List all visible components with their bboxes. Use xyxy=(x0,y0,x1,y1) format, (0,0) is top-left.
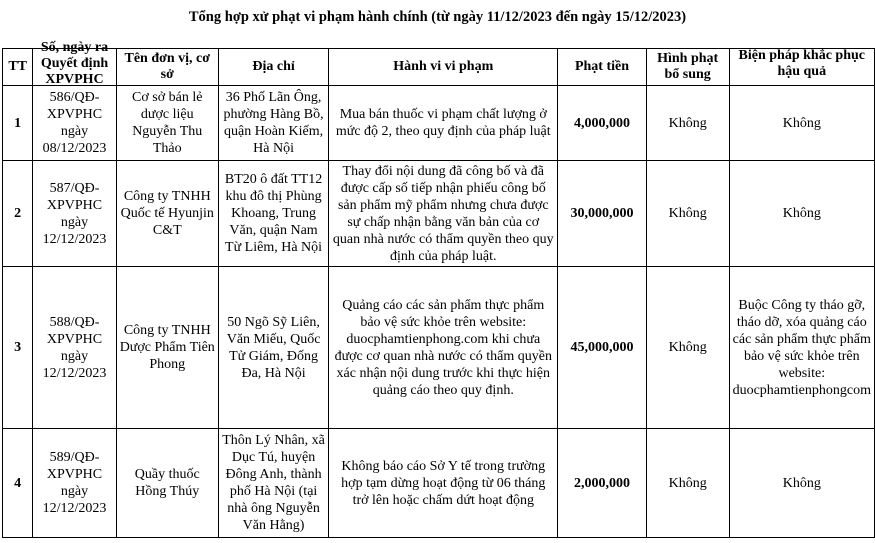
header-remedy-text: Biện pháp khắc phục hậu quả xyxy=(738,47,865,79)
table-row xyxy=(3,267,875,429)
table-row xyxy=(3,429,875,538)
row-fine: 30,000,000 xyxy=(558,161,646,267)
row-address: 50 Ngõ Sỹ Liên, Văn Miếu, Quốc Tử Giám, Đống Đa, Hà Nội xyxy=(218,267,328,429)
row-decision: 589/QĐ-XPVPHC ngày 12/12/2023 xyxy=(33,429,116,538)
header-address: Địa chỉ xyxy=(218,49,328,86)
row-address: Thôn Lý Nhân, xã Dục Tú, huyện Đông Anh, thành phố Hà Nội (tại nhà ông Nguyễn Văn Hằng) xyxy=(218,429,328,538)
header-extra: Hình phạt bổ sung xyxy=(646,49,729,86)
row-tt: 3 xyxy=(3,267,33,429)
row-remedy: Không xyxy=(729,161,874,267)
page-title: Tổng hợp xử phạt vi phạm hành chính (từ ngày 11/12/2023 đến ngày 15/12/2023) xyxy=(188,9,687,25)
row-address: BT20 ô đất TT12 khu đô thị Phùng Khoang, Trung Văn, quận Nam Từ Liêm, Hà Nội xyxy=(218,161,328,267)
row-violation: Quảng cáo các sản phẩm thực phẩm bảo vệ sức khỏe trên website: duocphamtienphong.com khi chưa được cơ quan nhà nước có thẩm quyền xác nhận nội dung trước khi thực hiện quảng cáo theo quy định. xyxy=(329,267,558,429)
header-remedy xyxy=(729,49,874,86)
header-violation: Hành vi vi phạm xyxy=(329,49,558,86)
row-remedy: Không xyxy=(729,429,874,538)
row-extra: Không xyxy=(646,429,729,538)
row-unit: Cơ sở bán lẻ dược liệu Nguyễn Thu Thảo xyxy=(116,86,218,161)
table-row xyxy=(3,161,875,267)
row-fine: 45,000,000 xyxy=(558,267,646,429)
row-fine: 2,000,000 xyxy=(558,429,646,538)
header-row xyxy=(3,49,875,86)
row-decision: 587/QĐ-XPVPHC ngày 12/12/2023 xyxy=(33,161,116,267)
row-address: 36 Phố Lãn Ông, phường Hàng Bồ, quận Hoàn Kiếm, Hà Nội xyxy=(218,86,328,161)
row-decision: 588/QĐ-XPVPHC ngày 12/12/2023 xyxy=(33,267,116,429)
row-fine: 4,000,000 xyxy=(558,86,646,161)
row-decision: 586/QĐ-XPVPHC ngày 08/12/2023 xyxy=(33,86,116,161)
row-extra: Không xyxy=(646,161,729,267)
header-tt: TT xyxy=(3,49,33,86)
row-tt: 1 xyxy=(3,86,33,161)
row-tt: 2 xyxy=(3,161,33,267)
row-violation: Không báo cáo Sở Y tế trong trường hợp tạm dừng hoạt động từ 06 tháng trở lên hoặc chấm dứt hoạt động xyxy=(329,429,558,538)
row-extra: Không xyxy=(646,267,729,429)
row-extra: Không xyxy=(646,86,729,161)
row-remedy: Không xyxy=(729,86,874,161)
row-remedy: Buộc Công ty tháo gỡ, tháo dỡ, xóa quảng cáo các sản phẩm thực phẩm bảo vệ sức khỏe trên website: duocphamtienphongcom xyxy=(729,267,874,429)
row-unit: Quầy thuốc Hồng Thúy xyxy=(116,429,218,538)
row-violation: Mua bán thuốc vi phạm chất lượng ở mức độ 2, theo quy định của pháp luật xyxy=(329,86,558,161)
row-unit: Công ty TNHH Dược Phẩm Tiên Phong xyxy=(116,267,218,429)
row-unit: Công ty TNHH Quốc tế Hyunjin C&T xyxy=(116,161,218,267)
violations-table xyxy=(2,39,875,538)
header-unit: Tên đơn vị, cơ sở xyxy=(116,49,218,86)
header-fine: Phạt tiền xyxy=(558,49,646,86)
header-decision-text: Số, ngày ra Quyết định XPVPHC xyxy=(40,39,109,87)
row-violation: Thay đổi nội dung đã công bố và đã được cấp số tiếp nhận phiếu công bố sản phẩm mỹ phẩm nhưng chưa được sự chấp nhận bằng văn bản của cơ quan nhà nước có thẩm quyền theo quy định của pháp luật. xyxy=(329,161,558,267)
header-decision xyxy=(33,39,116,87)
table-row xyxy=(3,86,875,161)
row-tt: 4 xyxy=(3,429,33,538)
